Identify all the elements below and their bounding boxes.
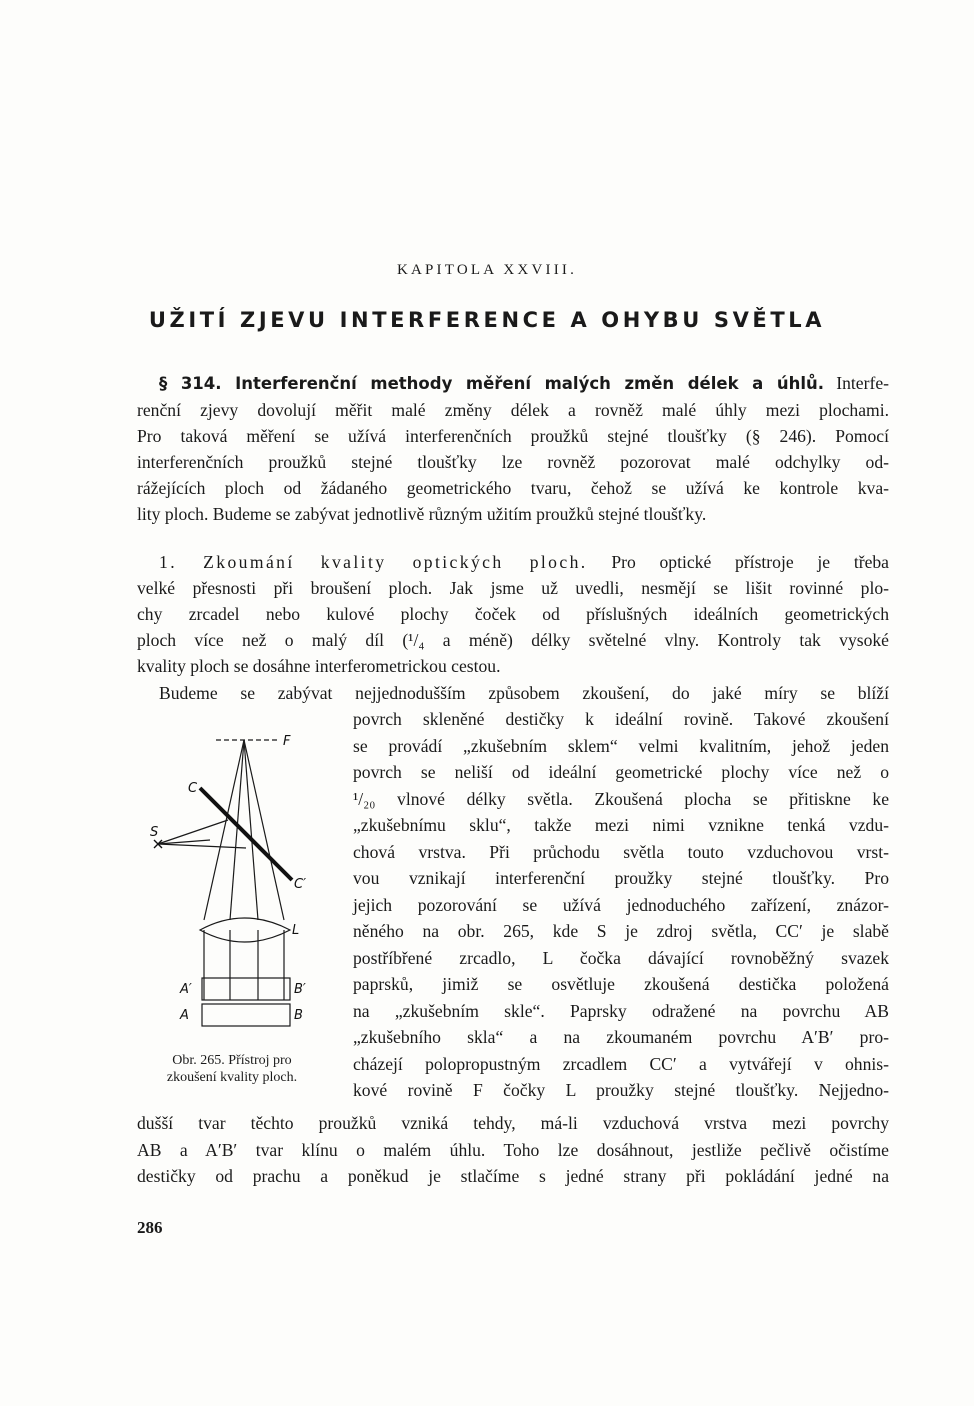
ray-line [158,820,228,844]
text-line: povrch skleněné destičky k ideální rovině. Takové zkoušení [353,709,889,729]
label-B: B [294,1008,303,1023]
text-line: povrch se neliší od ideální geometrické plochy více než o [353,762,889,782]
label-L: L [292,923,300,938]
text-line: paprsků, jimiž se osvětluje zkoušená destička položená [353,974,889,994]
test-plate [202,978,290,1000]
text-line: „zkušebnímu sklu“, takže mezi nimi vznikne tenká vzdu- [353,815,889,835]
label-A-prime: A′ [180,982,192,997]
text-line: destičky od prachu a poněkud je stlačíme s jedné strany při pokládání jedné na [137,1166,889,1186]
text-line: kvality ploch se dosáhne interferometrickou cestou. [137,656,501,676]
text-line: cházejí polopropustným zrcadlem CC′ a vytvářejí v ohnis- [353,1053,889,1074]
right-column-text [353,706,889,1104]
ray-line [244,740,284,920]
text-line: renční zjevy dovolují měřit malé změny délek a rovněž malé úhly mezi plochami. [137,400,889,420]
label-F: F [283,734,291,749]
section-paragraph [137,370,889,527]
chapter-title: UŽITÍ ZJEVU INTERFERENCE A OHYBU SVĚTLA [148,308,826,332]
text-line: vou vznikají interferenční proužky stejné tloušťky. Pro [353,868,889,888]
label-A: A [180,1008,189,1023]
label-S: S [150,825,159,840]
lens-shape [200,918,290,942]
label-B-prime: B′ [294,982,306,997]
label-C-prime: C′ [294,877,307,892]
bottom-paragraph [137,1110,889,1190]
ray-line [244,740,258,920]
mirror-line [200,788,292,880]
quality-first-line: 1. Zkoumání kvality optických ploch. Pro optické přístroje je třeba [159,552,889,572]
reference-plate [202,1004,290,1026]
text-line: něného na obr. 265, kde S je zdroj světla, CC′ je slabě [353,921,889,941]
text-line: rážejících ploch od žádaného geometrického tvaru, čehož se užívá ke kontrole kva- [137,478,889,498]
text-line: interferenčních proužků stejné tloušťky lze rovněž pozorovat malé odchylky od- [137,452,889,472]
text-line: se provádí „zkušebním sklem“ velmi kvalitním, jehož jeden [353,735,889,756]
subsection-heading: 1. Zkoumání kvality optických ploch. [159,552,588,572]
section-first-line: § 314. Interferenční methody měření malých změn délek a úhlů. Interfe- [159,373,889,393]
ray-line [158,844,246,848]
text-line: velké přesnosti při broušení ploch. Jak jsme už uvedli, nesmějí se lišit rovinné plo- [137,578,889,598]
text-line: na „zkušebním skle“. Paprsky odražené na povrchu AB [353,1000,889,1021]
label-C: C [188,781,198,796]
text-line: postříbřené zrcadlo, L čočka dávající rovnoběžný svazek [353,947,889,968]
ray-line [204,740,244,920]
page-number: 286 [137,1218,163,1237]
text-line: ploch více než o malý díl (¹/₄ a méně) délky světelné vlny. Kontroly tak vysoké [137,630,889,650]
text-line: ¹/₂₀ vlnové délky světla. Zkoušená plocha se přitiskne ke [353,788,889,809]
text-line: „zkušebního skla“ a na zkoumaném povrchu A′B′ pro- [353,1027,889,1047]
quality-paragraph [137,549,889,679]
chapter-heading: KAPITOLA XXVIII. [396,262,578,278]
figure-caption: Obr. 265. Přístroj pro zkoušení kvality ploch. [166,1053,298,1085]
text-line: chová vrstva. Při průchodu světla touto vzduchovou vrst- [353,841,889,862]
text-line: jejich pozorování se užívá jednoduchého zařízení, znázor- [353,894,889,915]
text-line: kové rovině F čočky L proužky stejné tloušťky. Nejjedno- [353,1080,889,1100]
ray-line [158,840,210,844]
text-line: chy zrcadel nebo kulové plochy čoček od příslušných ideálních geometrických [137,604,889,624]
text-line: lity ploch. Budeme se zabývat jednotlivě různým užitím proužků stejné tloušťky. [137,504,707,524]
section-heading: § 314. Interferenční methody měření malých změn délek a úhlů. [159,374,825,393]
text-line: Budeme se zabývat nejjednodušším způsobem zkoušení, do jaké míry se blíží [159,683,889,703]
text-line: Pro taková měření se užívá interferenčních proužků stejné tloušťky (§ 246). Pomocí [137,426,889,446]
apparatus-figure [140,720,330,1040]
text-line: dušší tvar těchto proužků vzniká tehdy, má-li vzduchová vrstva mezi povrchy [137,1113,889,1133]
text-line: AB a A′B′ tvar klínu o malém úhlu. Toho lze dosáhnout, jestliže pečlivě očistíme [137,1139,889,1160]
